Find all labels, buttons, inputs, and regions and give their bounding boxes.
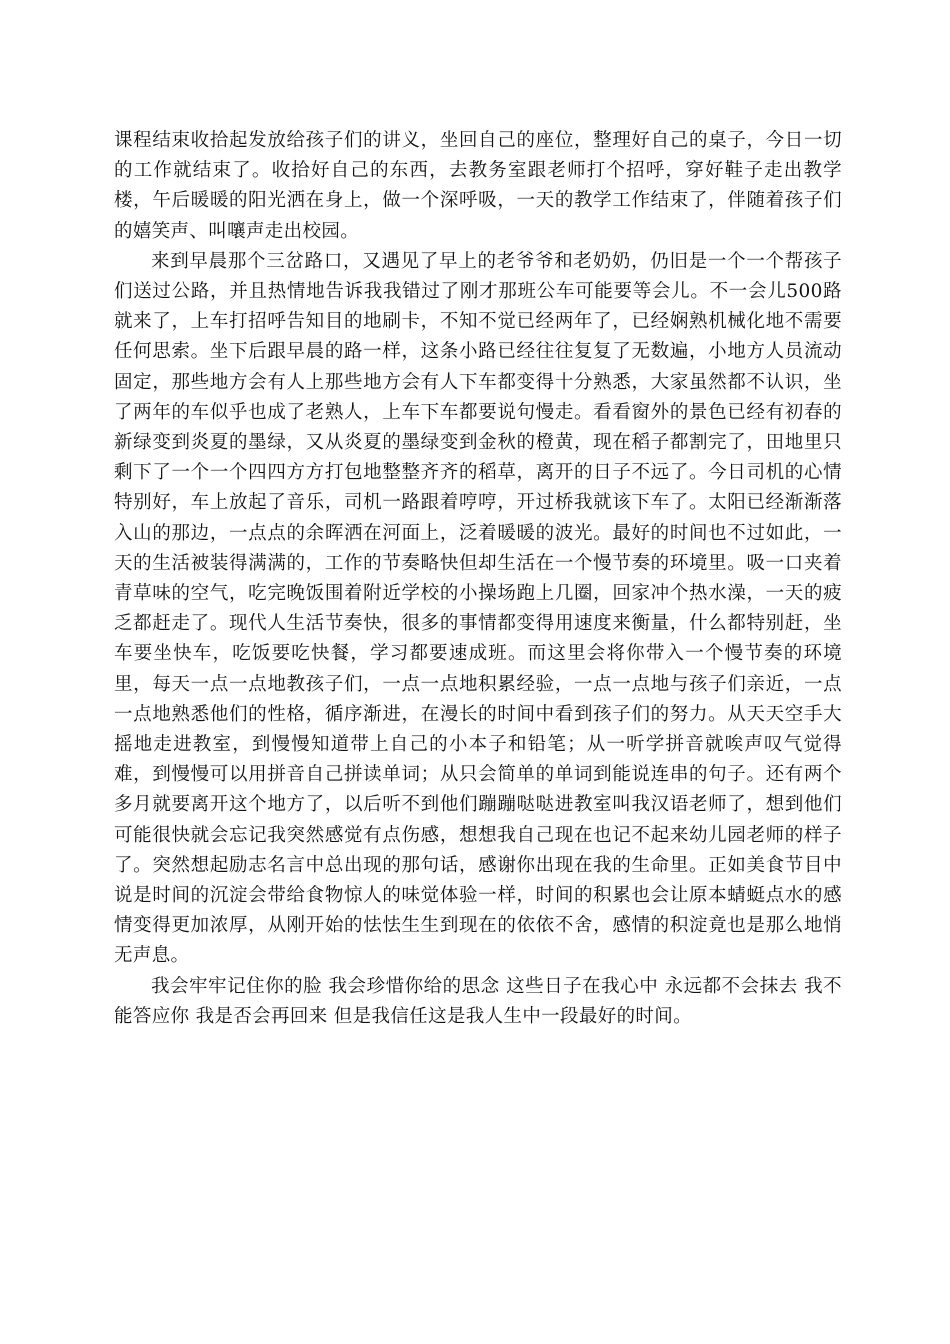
paragraph-2: 来到早晨那个三岔路口，又遇见了早上的老爷爷和老奶奶，仍旧是一个一个帮孩子们送过公路，并且热情地告诉我我错过了刚才那班公车可能要等会儿。不一会儿500路就来了，上车打招呼告知目的地刷卡，不知不觉已经两年了，已经娴熟机械化地不需要任何思索。坐下后跟早晨的路一样，这条小路已经往往复复了无数遍，小地方人员流动固定，那些地方会有人上那些地方会有人下车都变得十分熟悉，大家虽然都不认识，坐了两年的车似乎也成了老熟人，上车下车都要说句慢走。看看窗外的景色已经有初春的新绿变到炎夏的墨绿，又从炎夏的墨绿变到金秋的橙黄，现在稻子都割完了，田地里只剩下了一个一个四四方方打包地整整齐齐的稻草，离开的日子不远了。今日司机的心情特别好，车上放起了音乐，司机一路跟着哼哼，开过桥我就该下车了。太阳已经渐渐落入山的那边，一点点的余晖洒在河面上，泛着暖暖的波光。最好的时间也不过如此，一天的生活被装得满满的，工作的节奏略快但却生活在一个慢节奏的环境里。吸一口夹着青草味的空气，吃完晚饭围着附近学校的小操场跑上几圈，回家冲个热水澡，一天的疲乏都赶走了。现代人生活节奏快，很多的事情都变得用速度来衡量，什么都特别赶，坐车要坐快车，吃饭要吃快餐，学习都要速成班。而这里会将你带入一个慢节奏的环境里，每天一点一点地教孩子们，一点一点地积累经验，一点一点地与孩子们亲近，一点一点地熟悉他们的性格，循序渐进，在漫长的时间中看到孩子们的努力。从天天空手大摇地走进教室，到慢慢知道带上自己的小本子和铅笔；从一听学拼音就唉声叹气觉得难，到慢慢可以用拼音自己拼读单词；从只会简单的单词到能说连串的句子。还有两个多月就要离开这个地方了，以后听不到他们蹦蹦哒哒进教室叫我汉语老师了，想到他们可能很快就会忘记我突然感觉有点伤感，想想我自己现在也记不起来幼儿园老师的样子了。突然想起励志名言中总出现的那句话，感谢你出现在我的生命里。正如美食节目中说是时间的沉淀会带给食物惊人的味觉体验一样，时间的积累也会让原本蜻蜓点水的感情变得更加浓厚，从刚开始的怯怯生生到现在的依依不舍，感情的积淀竟也是那么地悄无声息。 [114,250,842,967]
document-body [114,126,842,1032]
paragraph-3: 我会牢牢记住你的脸 我会珍惜你给的思念 这些日子在我心中 永远都不会抹去 我不能答应你 我是否会再回来 但是我信任这是我人生中一段最好的时间。 [114,975,842,1027]
paragraph-1: 课程结束收拾起发放给孩子们的讲义，坐回自己的座位，整理好自己的桌子，今日一切的工作就结束了。收拾好自己的东西，去教务室跟老师打个招呼，穿好鞋子走出教学楼，午后暖暖的阳光洒在身上，做一个深呼吸，一天的教学工作结束了，伴随着孩子们的嬉笑声、叫嚷声走出校园。 [114,130,842,242]
